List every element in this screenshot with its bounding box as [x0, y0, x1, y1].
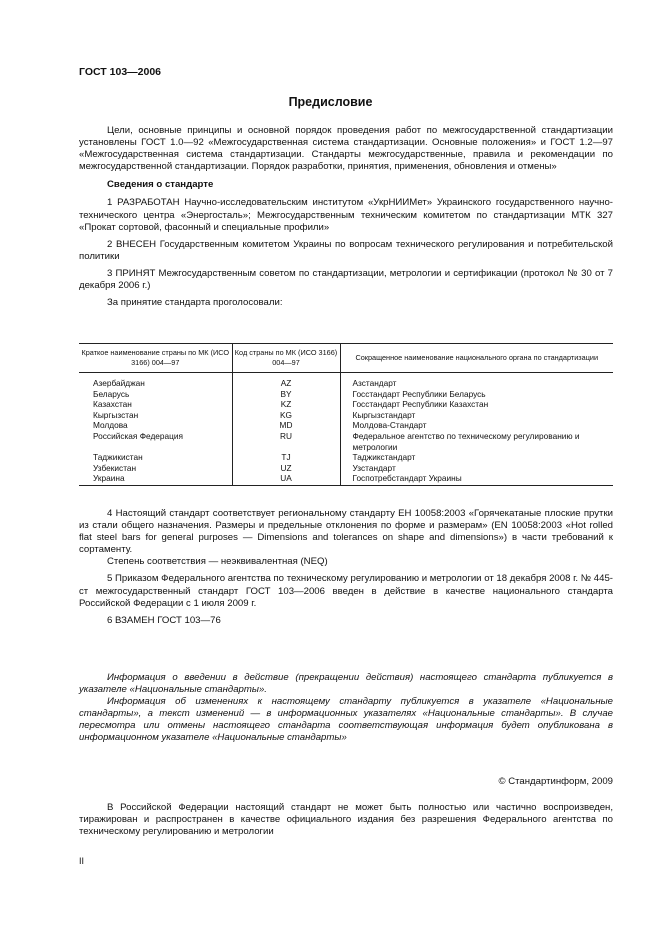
item-adopted: 3 ПРИНЯТ Межгосударственным советом по стандартизации, метрологии и сертификации (протокол № 30 от 7 декабря 2006 г.) — [79, 267, 613, 292]
country-name: Молдова — [93, 420, 128, 431]
intro-paragraph: Цели, основные принципы и основной порядок проведения работ по межгосударственной стандартизации установлены ГОСТ 1.0—92 «Межгосударственная система стандартизации. Основные положения» и ГОСТ 1.2—97 «Межгосударственная система стандартизации. Стандарты межгосударственные, правила и рекомендации по межгосударственной стандартизации. Порядок разработки, принятия, применения, обновления и отмены» — [79, 125, 613, 173]
intro-section — [79, 125, 613, 309]
country-code: KG — [232, 410, 340, 421]
legal-notice: В Российской Федерации настоящий стандарт не может быть полностью или частично воспроизведен, тиражирован и распространен в качестве официального издания без разрешения Федерального агентства по техническому регулированию и метрологии — [79, 802, 613, 838]
item-developed: 1 РАЗРАБОТАН Научно-исследовательским институтом «УкрНИИМет» Украинского государственного научно-технического центра «Энергосталь»; Межгосударственным техническим комитетом по стандартизации МТК 327 «Прокат сортовой, фасонный и специальные профили» — [79, 197, 613, 233]
item-correspondence: 4 Настоящий стандарт соответствует региональному стандарту ЕН 10058:2003 «Горячекатаные плоские прутки из стали общего назначения. Размеры и предельные отклонения по форме и размерам» (EN 10058:2003 «Hot rolled flat steel bars for general purposes — Dimensions and tolerances on shape and dimensions») в части требований к сортаменту. — [79, 508, 613, 556]
table-row — [79, 410, 613, 421]
table-row — [79, 452, 613, 463]
country-name: Таджикистан — [93, 452, 143, 463]
national-body: Узстандарт — [340, 463, 613, 474]
national-body: Азстандарт — [340, 373, 613, 389]
table-header-row — [79, 344, 613, 373]
copyright: © Стандартинформ, 2009 — [498, 776, 613, 787]
country-name: Азербайджан — [93, 378, 145, 388]
country-code: KZ — [232, 399, 340, 410]
voting-caption: За принятие стандарта проголосовали: — [107, 297, 283, 309]
header-national-body: Сокращенное наименование национального органа по стандартизации — [340, 344, 613, 373]
document-number: ГОСТ 103—2006 — [79, 66, 162, 78]
table-row — [79, 473, 613, 485]
country-name: Кыргызстан — [93, 409, 139, 420]
country-name: Украина — [79, 473, 232, 485]
national-body: Федеральное агентство по техническому регулированию и метрологии — [340, 431, 613, 452]
national-body: Госстандарт Республики Беларусь — [340, 389, 613, 400]
item-replaces: 6 ВЗАМЕН ГОСТ 103—76 — [107, 614, 221, 626]
item-enacted: 5 Приказом Федерального агентства по техническому регулированию и метрологии от 18 декабря 2008 г. № 445-ст межгосударственный стандарт ГОСТ 103—2006 введен в действие в качестве национального стандарта Российской Федерации с 1 июля 2009 г. — [79, 573, 613, 609]
standard-info-heading: Сведения о стандарте — [107, 179, 214, 191]
country-name: Казахстан — [93, 399, 132, 410]
info-changes: Информация об изменениях к настоящему стандарту публикуется в указателе «Национальные стандарты», а текст изменений — в информационных указателях «Национальные стандарты». В случае пересмотра или отмены настоящего стандарта соответствующая информация будет опубликована в информационном указателе «Национальные стандарты» — [79, 696, 613, 744]
country-name: Узбекистан — [93, 462, 137, 473]
header-country: Краткое наименование страны по МК (ИСО 3166) 004—97 — [79, 344, 232, 373]
national-body: Госпотребстандарт Украины — [340, 473, 613, 485]
national-body: Госстандарт Республики Казахстан — [340, 399, 613, 410]
page-number: II — [79, 856, 85, 866]
country-name: Беларусь — [93, 388, 130, 399]
items-section — [79, 508, 613, 627]
header-code: Код страны по МК (ИСО 3166) 004—97 — [232, 344, 340, 373]
country-code: UA — [232, 473, 340, 485]
table-row — [79, 399, 613, 410]
country-code: AZ — [232, 373, 340, 389]
page-title: Предисловие — [288, 95, 373, 109]
table-row — [79, 431, 613, 452]
table-row — [79, 389, 613, 400]
legal-notice-section — [79, 802, 613, 838]
voting-table — [79, 343, 613, 486]
info-enactment: Информация о введении в действие (прекращении действия) настоящего стандарта публикуется в указателе «Национальные стандарты». — [79, 672, 613, 696]
national-body: Кыргызстандарт — [340, 410, 613, 421]
country-name: Российская Федерация — [93, 430, 184, 441]
country-code: TJ — [232, 452, 340, 463]
country-code: MD — [232, 420, 340, 431]
country-code: UZ — [232, 463, 340, 474]
national-body: Таджикстандарт — [340, 452, 613, 463]
national-body: Молдова-Стандарт — [340, 420, 613, 431]
table-row — [79, 373, 613, 389]
table-row — [79, 463, 613, 474]
table-row — [79, 420, 613, 431]
item-submitted: 2 ВНЕСЕН Государственным комитетом Украины по вопросам технического регулирования и потребительской политики — [79, 238, 613, 262]
correspondence-degree: Степень соответствия — неэквивалентная (NEQ) — [107, 556, 328, 568]
country-code: BY — [232, 389, 340, 400]
publication-info — [79, 672, 613, 745]
country-code: RU — [232, 431, 340, 452]
